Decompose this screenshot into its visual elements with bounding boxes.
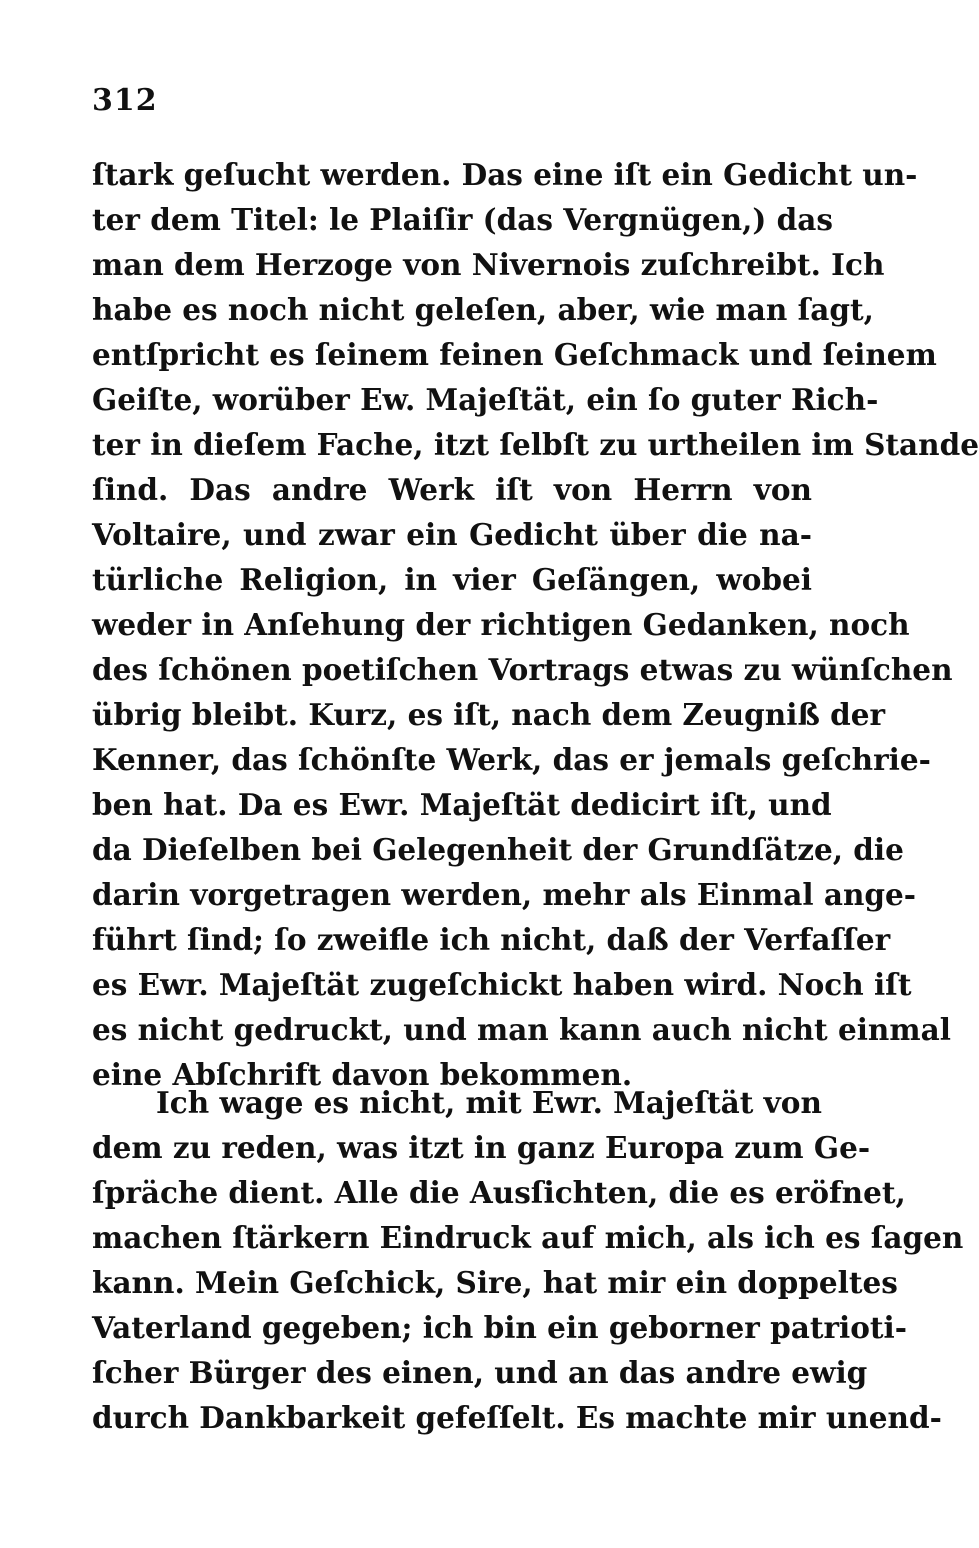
text-line: eine Abſchrift davon bekommen. bbox=[92, 1057, 633, 1092]
text-line: da Dieſelben bei Gelegenheit der Grundſätze, die bbox=[92, 832, 904, 867]
text-line: entſpricht es ſeinem feinen Geſchmack und ſeinem bbox=[92, 337, 937, 372]
text-line: darin vorgetragen werden, mehr als Einmal ange- bbox=[92, 877, 917, 912]
paragraph-1 bbox=[92, 152, 979, 1097]
text-line: türliche Religion, in vier Geſängen, wobei bbox=[92, 562, 812, 597]
text-line: weder in Anſehung der richtigen Gedanken, noch bbox=[92, 607, 910, 642]
text-line: machen ſtärkern Eindruck auf mich, als ich es ſagen bbox=[92, 1220, 964, 1255]
text-line: ben hat. Da es Ewr. Majeſtät dedicirt iſt, und bbox=[92, 787, 832, 822]
text-line: es nicht gedruckt, und man kann auch nicht einmal bbox=[92, 1012, 951, 1047]
text-line: des ſchönen poetiſchen Vortrags etwas zu wünſchen bbox=[92, 652, 953, 687]
text-line: ſind. Das andre Werk iſt von Herrn von bbox=[92, 472, 812, 507]
text-line: durch Dankbarkeit gefeſſelt. Es machte mir unend- bbox=[92, 1400, 942, 1435]
text-line: Voltaire, und zwar ein Gedicht über die na- bbox=[92, 517, 812, 552]
text-line: ter dem Titel: le Plaiſir (das Vergnügen,) das bbox=[92, 202, 833, 237]
text-line: Geiſte, worüber Ew. Majeſtät, ein ſo guter Rich- bbox=[92, 382, 879, 417]
text-line: ſtark geſucht werden. Das eine iſt ein Gedicht un- bbox=[92, 157, 918, 192]
text-line: man dem Herzoge von Nivernois zuſchreibt. Ich bbox=[92, 247, 885, 282]
paragraph-2 bbox=[92, 1080, 964, 1440]
text-line: ſcher Bürger des einen, und an das andre ewig bbox=[92, 1355, 868, 1390]
text-line: ter in dieſem Fache, itzt ſelbſt zu urtheilen im Stande bbox=[92, 427, 979, 462]
text-line: es Ewr. Majeſtät zugeſchickt haben wird. Noch iſt bbox=[92, 967, 912, 1002]
text-line: ſpräche dient. Alle die Ausſichten, die es eröfnet, bbox=[92, 1175, 906, 1210]
text-line: übrig bleibt. Kurz, es iſt, nach dem Zeugniß der bbox=[92, 697, 886, 732]
text-line: führt ſind; ſo zweifle ich nicht, daß der Verfaſſer bbox=[92, 922, 891, 957]
text-line: Ich wage es nicht, mit Ewr. Majeſtät von bbox=[156, 1085, 822, 1120]
text-line: Vaterland gegeben; ich bin ein geborner patrioti- bbox=[92, 1310, 907, 1345]
text-line: dem zu reden, was itzt in ganz Europa zum Ge- bbox=[92, 1130, 871, 1165]
text-line: Kenner, das ſchönſte Werk, das er jemals geſchrie- bbox=[92, 742, 931, 777]
page-number: 312 bbox=[92, 83, 158, 118]
text-line: kann. Mein Geſchick, Sire, hat mir ein doppeltes bbox=[92, 1265, 898, 1300]
text-line: habe es noch nicht geleſen, aber, wie man ſagt, bbox=[92, 292, 874, 327]
